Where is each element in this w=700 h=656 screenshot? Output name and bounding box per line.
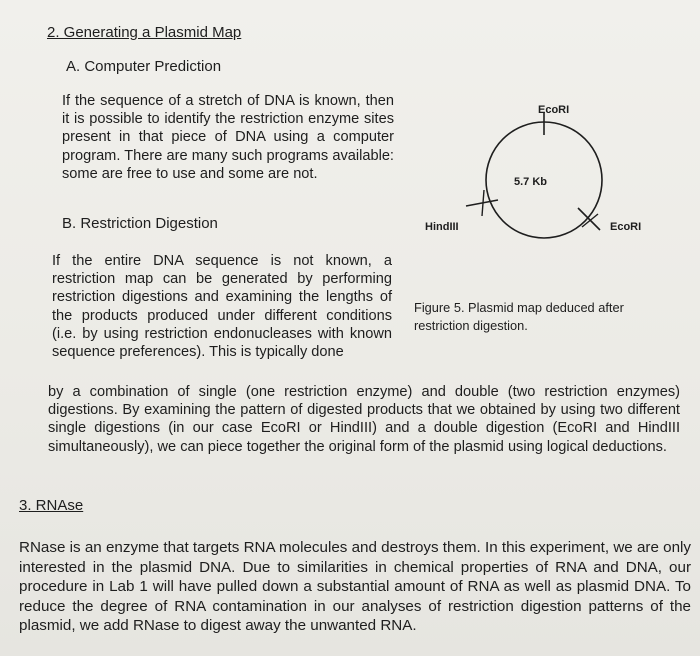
figure-caption: Figure 5. Plasmid map deduced after restriction digestion.	[414, 300, 624, 333]
hindiii-site-marker	[466, 200, 498, 206]
subsection-b-heading: B. Restriction Digestion	[62, 215, 218, 232]
section-2-heading: 2. Generating a Plasmid Map	[47, 24, 242, 41]
computer-prediction-paragraph: If the sequence of a stretch of DNA is known, then it is possible to identify the restriction enzyme sites present in that piece of DNA using a computer program. There are many such programs available: some are free to use and some are not.	[62, 93, 394, 182]
plasmid-size-label: 5.7 Kb	[514, 176, 548, 188]
ecori-right-site-marker	[578, 208, 600, 230]
rnase-paragraph: RNase is an enzyme that targets RNA molecules and destroys them. In this experiment, we are only interested in the plasmid DNA. Due to similarities in chemical properties of RNA and DNA, our procedure in Lab 1 will have pulled down a substantial amount of RNA as well as plasmid DNA. To reduce the degree of RNA contamination in our analyses of restriction digestion patterns of the plasmid, we add RNase to digest away the unwanted RNA.	[19, 539, 691, 634]
hindiii-label: HindIII	[425, 221, 459, 233]
ecori-top-label: EcoRI	[538, 104, 570, 116]
section-3-heading: 3. RNAse	[19, 497, 84, 514]
plasmid-map-figure	[410, 90, 690, 260]
hindiii-site-tick	[482, 190, 484, 216]
subsection-a-heading: A. Computer Prediction	[66, 58, 222, 75]
ecori-right-label: EcoRI	[610, 221, 642, 233]
restriction-digestion-paragraph-narrow: If the entire DNA sequence is not known, a restriction map can be generated by performing restriction digestions and examining the lengths of the products produced under different conditions (i.e. by using restriction endonucleases with known sequence preferences). This is typically done	[52, 253, 392, 361]
restriction-digestion-paragraph-wide: by a combination of single (one restriction enzyme) and double (two restriction enzymes) digestions. By examining the pattern of digested products that we obtained by using two different single digestions (in our case EcoRI or HindIII) and a double digestion (EcoRI and HindIII simultaneously), we can piece together the original form of the plasmid using logical deductions.	[48, 384, 680, 455]
